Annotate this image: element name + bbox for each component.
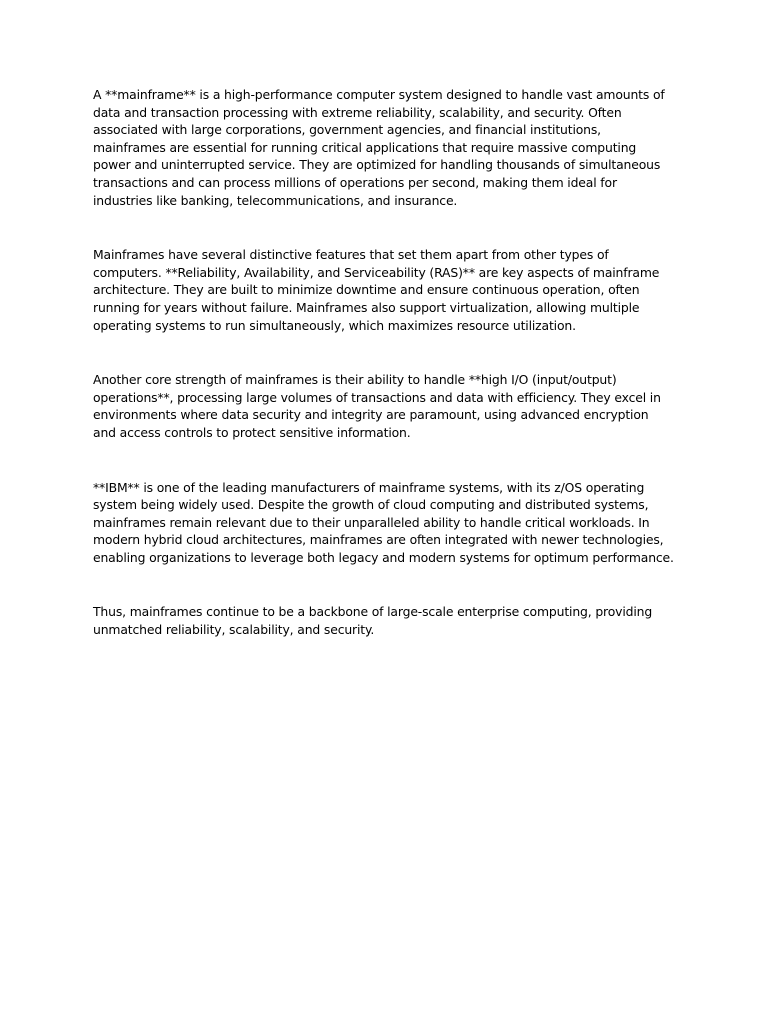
paragraph-conclusion: Thus, mainframes continue to be a backbone of large-scale enterprise computing, providing unmatched reliability, scalability, and security.	[93, 604, 653, 638]
paragraph-io-strength: Another core strength of mainframes is their ability to handle **high I/O (input/output) operations**, processing large volumes of transactions and data with efficiency. They excel in environments where data security and integrity are paramount, using advanced encryption and access controls to protect sensitive information.	[93, 372, 661, 440]
paragraph-distinctive-features: Mainframes have several distinctive features that set them apart from other types of computers. **Reliability, Availability, and Serviceability (RAS)** are key aspects of mainframe architecture. They are built to minimize downtime and ensure continuous operation, often running for years without failure. Mainframes also support virtualization, allowing multiple operating systems to run simultaneously, which maximizes resource utilization.	[93, 247, 660, 333]
paragraph-mainframe-definition: A **mainframe** is a high-performance computer system designed to handle vast amounts of data and transaction processing with extreme reliability, scalability, and security. Often associated with large corporations, government agencies, and financial institutions, mainframes are essential for running critical applications that require massive computing power and uninterrupted service. They are optimized for handling thousands of simultaneous transactions and can process millions of operations per second, making them ideal for industries like banking, telecommunications, and insurance.	[93, 87, 665, 208]
paragraph-ibm: **IBM** is one of the leading manufacturers of mainframe systems, with its z/OS operating system being widely used. Despite the growth of cloud computing and distributed systems, mainframes remain relevant due to their unparalleled ability to handle critical workloads. In modern hybrid cloud architectures, mainframes are often integrated with newer technologies, enabling organizations to leverage both legacy and modern systems for optimum performance.	[93, 479, 674, 565]
document-body	[93, 86, 675, 676]
